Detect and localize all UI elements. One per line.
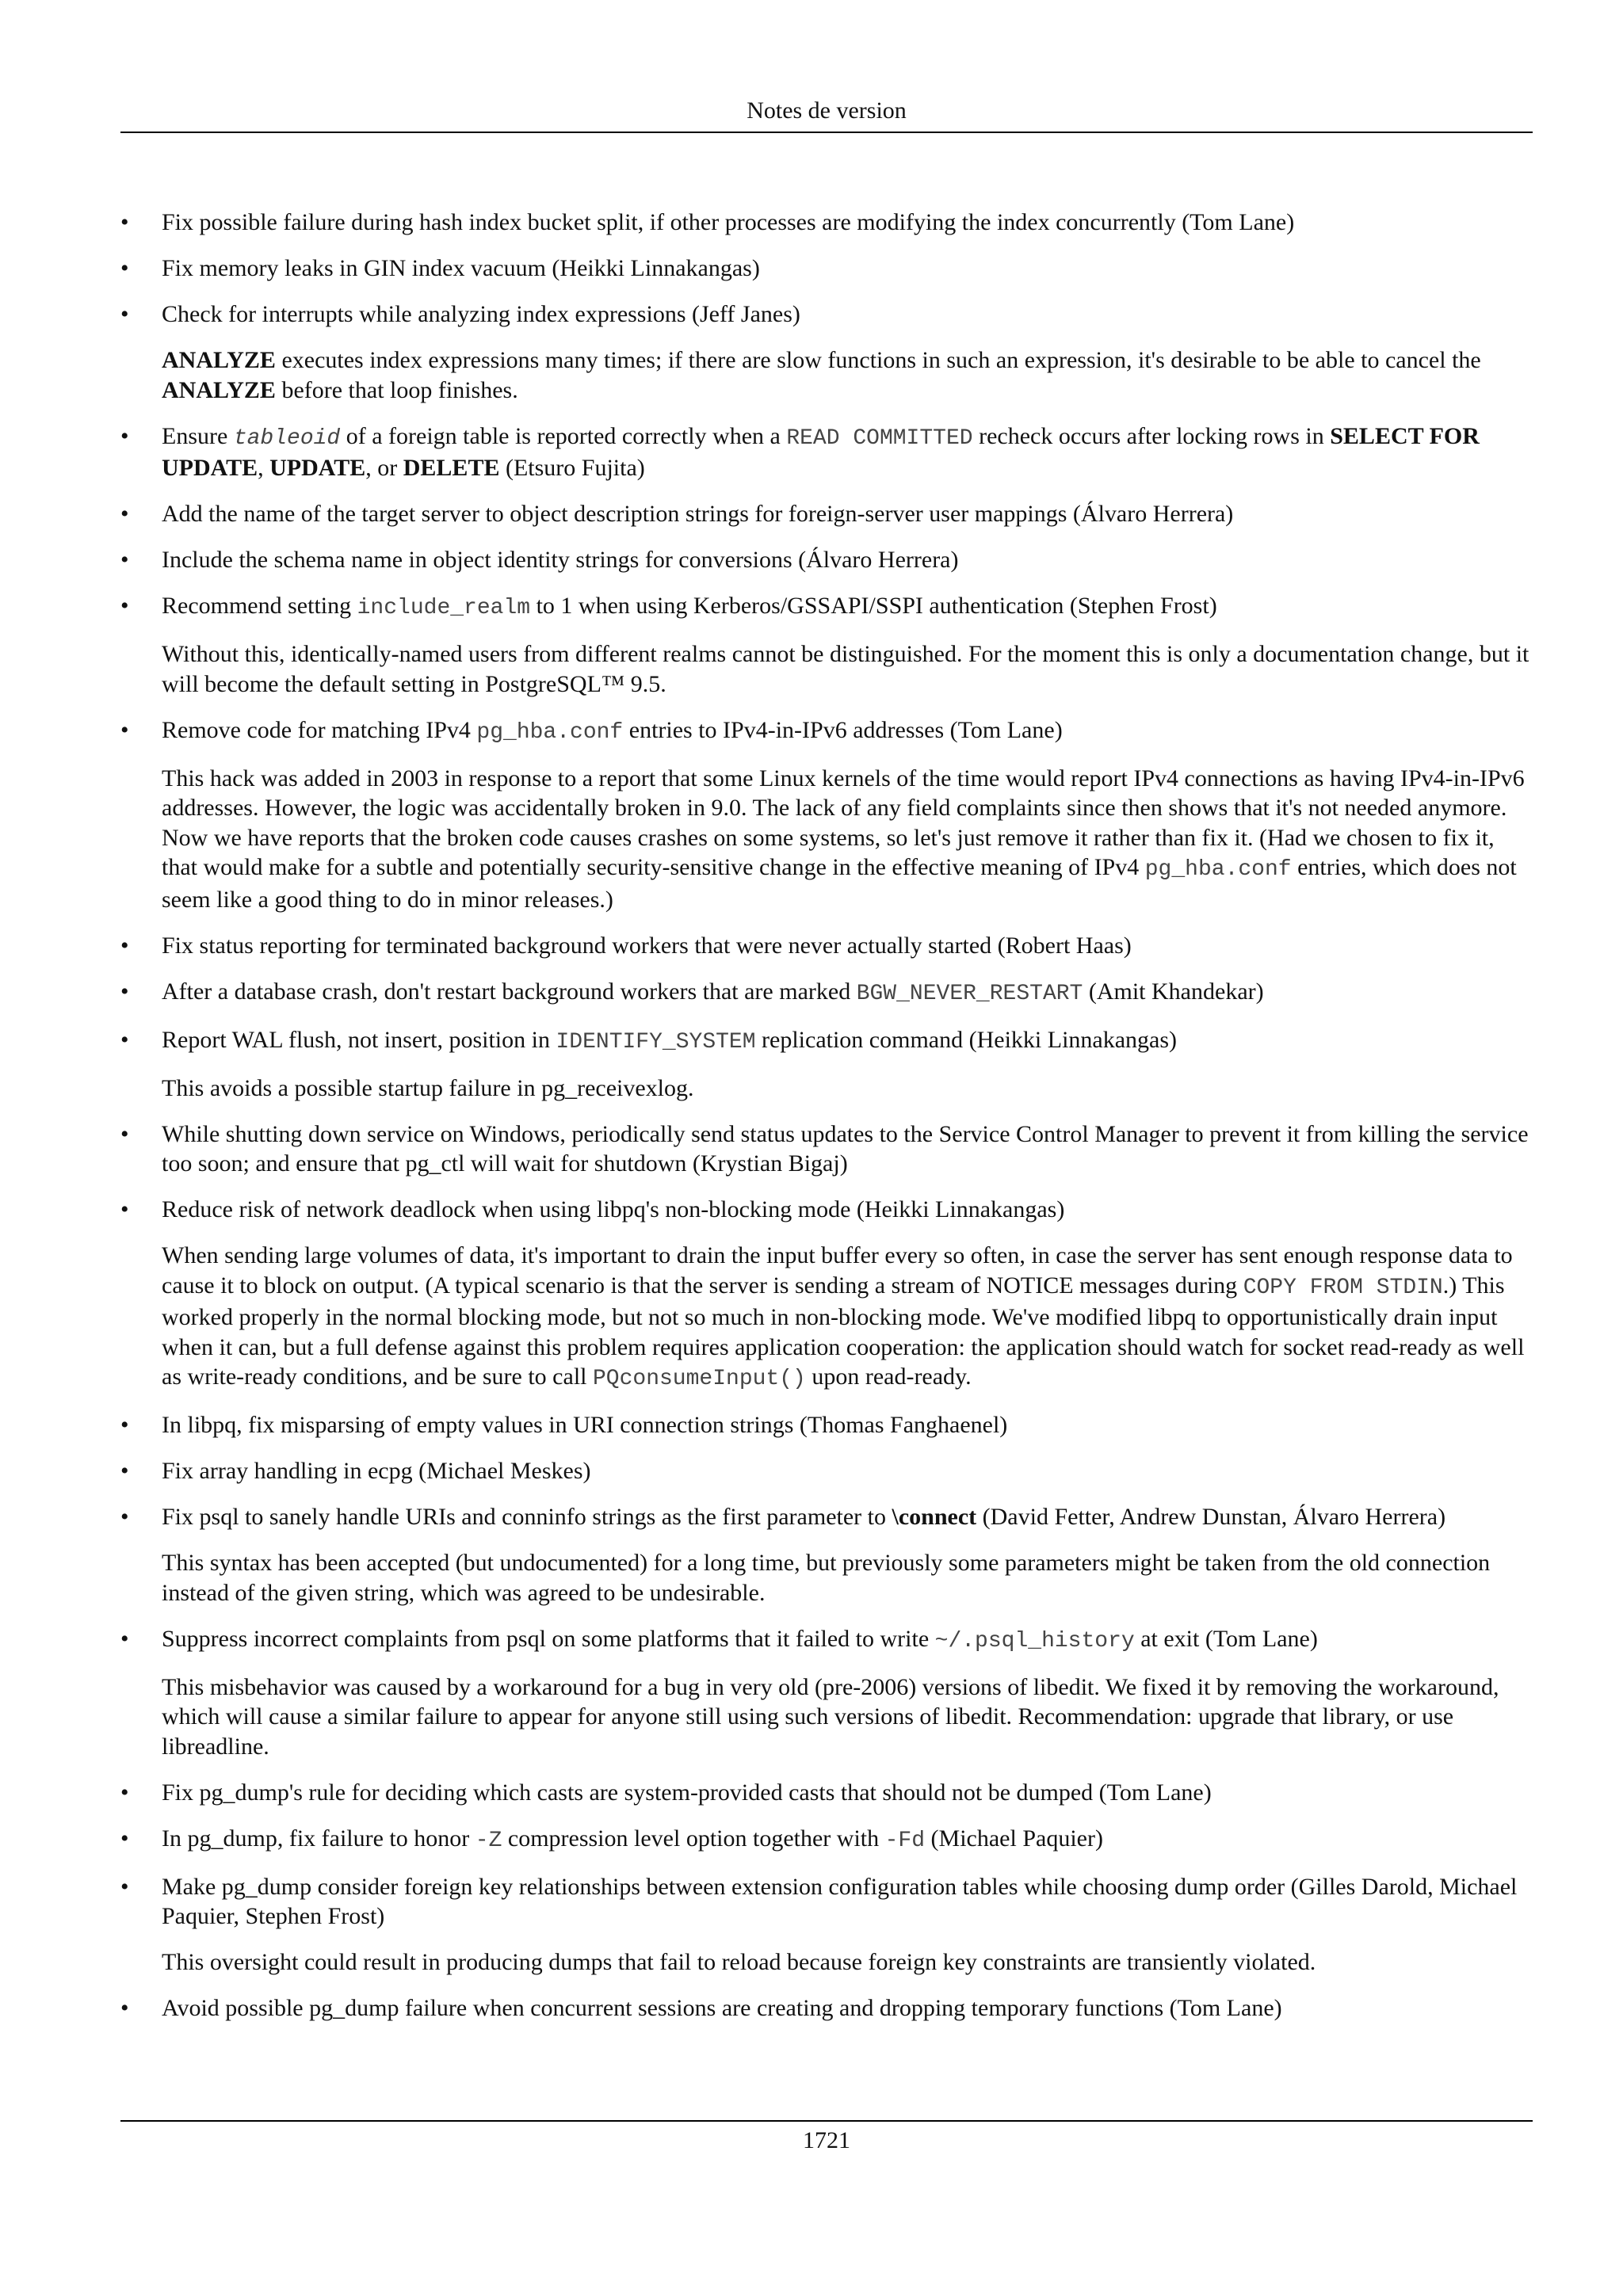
- item-text: (Amit Khandekar): [1083, 978, 1264, 1005]
- item-text: Ensure: [162, 422, 234, 449]
- list-item: [120, 591, 1533, 624]
- item-text: After a database crash, don't restart background workers that are marked: [162, 978, 857, 1005]
- item-text: Report WAL flush, not insert, position in: [162, 1026, 556, 1053]
- item-text: Fix possible failure during hash index bucket split, if other processes are modifying the index concurrently (Tom Lane): [162, 209, 1295, 235]
- list-item: [120, 1502, 1533, 1532]
- bullet-icon: •: [120, 1458, 129, 1484]
- page-number: 1721: [803, 2127, 850, 2153]
- item-note: [120, 1241, 1533, 1394]
- code-literal: -Z: [475, 1828, 502, 1853]
- list-item: [120, 545, 1533, 575]
- bullet-icon: •: [120, 501, 129, 527]
- item-text: (Etsuro Fujita): [499, 455, 645, 481]
- item-note: [120, 764, 1533, 915]
- bullet-icon: •: [120, 422, 129, 449]
- item-text: , or: [365, 455, 403, 481]
- item-text: Fix pg_dump's rule for deciding which casts are system-provided casts that should not be dumped (Tom Lane): [162, 1779, 1212, 1806]
- bullet-icon: •: [120, 1825, 129, 1852]
- item-text: Include the schema name in object identity strings for conversions (Álvaro Herrera): [162, 547, 959, 573]
- item-text: Fix array handling in ecpg (Michael Meskes): [162, 1458, 591, 1484]
- item-text: Make pg_dump consider foreign key relationships between extension configuration tables while choosing dump order (Gilles Darold, Michael Paquier, Stephen Frost): [162, 1873, 1518, 1929]
- list-item: [120, 1119, 1533, 1179]
- list-item: [120, 208, 1533, 238]
- bullet-icon: •: [120, 1412, 129, 1438]
- sql-keyword: ANALYZE: [162, 347, 276, 373]
- code-literal: PQconsumeInput(): [592, 1367, 806, 1391]
- item-text: Check for interrupts while analyzing index expressions (Jeff Janes): [162, 301, 800, 327]
- page-header: [120, 93, 1533, 133]
- item-text: ,: [258, 455, 270, 481]
- bullet-icon: •: [120, 301, 129, 327]
- bullet-icon: •: [120, 716, 129, 743]
- code-literal: tableoid: [233, 425, 341, 451]
- list-item: [120, 299, 1533, 330]
- list-item: [120, 1872, 1533, 1932]
- bullet-icon: •: [120, 255, 129, 281]
- item-text: Avoid possible pg_dump failure when concurrent sessions are creating and dropping temporary functions (Tom Lane): [162, 1995, 1282, 2021]
- note-text: entries, which does not seem like a good thing to do in minor releases.): [162, 854, 1517, 913]
- item-text: Fix memory leaks in GIN index vacuum (Heikki Linnakangas): [162, 255, 760, 281]
- code-literal: COPY FROM STDIN: [1243, 1275, 1443, 1300]
- page-footer: [120, 2120, 1533, 2158]
- note-text: before that loop finishes.: [275, 376, 518, 403]
- sql-keyword: ANALYZE: [162, 376, 276, 403]
- bullet-icon: •: [120, 1873, 129, 1900]
- item-note: This avoids a possible startup failure in pg_receivexlog.: [162, 1074, 694, 1101]
- code-literal: include_realm: [357, 596, 531, 620]
- list-item: [120, 1993, 1533, 2023]
- list-item: [120, 977, 1533, 1009]
- item-text: Fix psql to sanely handle URIs and conninfo strings as the first parameter to: [162, 1504, 892, 1530]
- item-note: [120, 345, 1533, 405]
- code-literal: READ COMMITTED: [786, 425, 973, 451]
- list-item: [120, 1624, 1533, 1657]
- code-literal: pg_hba.conf: [476, 719, 624, 745]
- list-item: [120, 421, 1533, 483]
- item-text: While shutting down service on Windows, periodically send status updates to the Service Control Manager to prevent it from killing the service too soon; and ensure that pg_ctl will wait for shutdown (Krystian Bigaj): [162, 1120, 1529, 1177]
- item-text: entries to IPv4-in-IPv6 addresses (Tom Lane): [623, 716, 1063, 743]
- item-text: to 1 when using Kerberos/GSSAPI/SSPI authentication (Stephen Frost): [530, 593, 1217, 619]
- list-item: [120, 1025, 1533, 1058]
- list-item: [120, 1195, 1533, 1225]
- psql-command: \connect: [892, 1504, 977, 1530]
- item-note: Without this, identically-named users from different realms cannot be distinguished. For the moment this is only a documentation change, but it will become the default setting in PostgreSQL™ 9.5.: [162, 641, 1529, 697]
- code-literal: IDENTIFY_SYSTEM: [556, 1029, 756, 1055]
- item-text: Fix status reporting for terminated background workers that were never actually started (Robert Haas): [162, 932, 1132, 959]
- list-item: [120, 715, 1533, 748]
- item-note: This syntax has been accepted (but undocumented) for a long time, but previously some parameters might be taken from the old connection instead of the given string, which was agreed to be undesirable.: [162, 1550, 1491, 1606]
- item-text: at exit (Tom Lane): [1134, 1625, 1318, 1652]
- list-item: [120, 931, 1533, 961]
- sql-keyword: SELECT FOR UPDATE: [162, 422, 1480, 481]
- bullet-icon: •: [120, 932, 129, 959]
- note-text: executes index expressions many times; if there are slow functions in such an expression, it's desirable to be able to cancel the: [275, 347, 1481, 373]
- item-text: (David Fetter, Andrew Dunstan, Álvaro Herrera): [976, 1504, 1446, 1530]
- note-text: upon read-ready.: [805, 1363, 972, 1390]
- bullet-icon: •: [120, 547, 129, 573]
- item-text: In pg_dump, fix failure to honor: [162, 1825, 475, 1852]
- item-text: Reduce risk of network deadlock when using libpq's non-blocking mode (Heikki Linnakangas): [162, 1196, 1065, 1222]
- bullet-icon: •: [120, 1995, 129, 2021]
- item-text: compression level option together with: [502, 1825, 885, 1852]
- bullet-icon: •: [120, 1196, 129, 1222]
- list-item: [120, 1456, 1533, 1486]
- bullet-icon: •: [120, 1625, 129, 1652]
- bullet-icon: •: [120, 1026, 129, 1053]
- item-text: (Michael Paquier): [925, 1825, 1103, 1852]
- bullet-icon: •: [120, 1120, 129, 1147]
- bullet-icon: •: [120, 593, 129, 619]
- code-literal: BGW_NEVER_RESTART: [856, 981, 1083, 1006]
- page-header-title: Notes de version: [747, 97, 907, 124]
- item-text: Recommend setting: [162, 593, 357, 619]
- note-text: When sending large volumes of data, it's important to drain the input buffer every so often, in case the server has sent enough response data to cause it to block on output. (A typical scenario is that the server is sending a stream of NOTICE messages during: [162, 1242, 1513, 1299]
- item-text: recheck occurs after locking rows in: [972, 422, 1331, 449]
- list-item: [120, 499, 1533, 529]
- item-text: of a foreign table is reported correctly when a: [340, 422, 787, 449]
- note-text: .) This worked properly in the normal blocking mode, but not so much in non-blocking mode. We've modified libpq to opportunistically drain input when it can, but a full defense against this problem requires application cooperation: the application should watch for socket read-ready as well as write-ready conditions, and be sure to call: [162, 1272, 1525, 1390]
- item-text: In libpq, fix misparsing of empty values in URI connection strings (Thomas Fanghaenel): [162, 1412, 1008, 1438]
- item-note: This oversight could result in producing dumps that fail to reload because foreign key constraints are transiently violated.: [162, 1949, 1316, 1975]
- item-text: Suppress incorrect complaints from psql on some platforms that it failed to write: [162, 1625, 935, 1652]
- sql-keyword: DELETE: [403, 455, 500, 481]
- item-text: Add the name of the target server to object description strings for foreign-server user mappings (Álvaro Herrera): [162, 501, 1234, 527]
- bullet-icon: •: [120, 978, 129, 1005]
- item-text: replication command (Heikki Linnakangas): [755, 1026, 1178, 1053]
- list-item: [120, 254, 1533, 284]
- item-note: This misbehavior was caused by a workaround for a bug in very old (pre-2006) versions of libedit. We fixed it by removing the workaround, which will cause a similar failure to appear for anyone still using such versions of libedit. Recommendation: upgrade that library, or use libreadline.: [162, 1673, 1499, 1760]
- list-item: [120, 1410, 1533, 1440]
- item-text: Remove code for matching IPv4: [162, 716, 477, 743]
- code-literal: pg_hba.conf: [1144, 857, 1292, 882]
- bullet-icon: •: [120, 209, 129, 235]
- note-text: This hack was added in 2003 in response to a report that some Linux kernels of the time would report IPv4 connections as having IPv4-in-IPv6 addresses. However, the logic was accidentally broken in 9.0. The lack of any field complaints since then shows that it's not needed anymore. Now we have reports that the broken code causes crashes on some systems, so let's just remove it rather than fix it. (Had we chosen to fix it, that would make for a subtle and potentially security-sensitive change in the effective meaning of IPv4: [162, 765, 1525, 880]
- code-literal: ~/.psql_history: [934, 1628, 1135, 1653]
- bullet-icon: •: [120, 1504, 129, 1530]
- list-item: [120, 1824, 1533, 1856]
- release-notes-list: [120, 208, 1533, 2039]
- list-item: [120, 1778, 1533, 1808]
- sql-keyword: UPDATE: [269, 455, 366, 481]
- code-literal: -Fd: [884, 1828, 926, 1853]
- bullet-icon: •: [120, 1779, 129, 1806]
